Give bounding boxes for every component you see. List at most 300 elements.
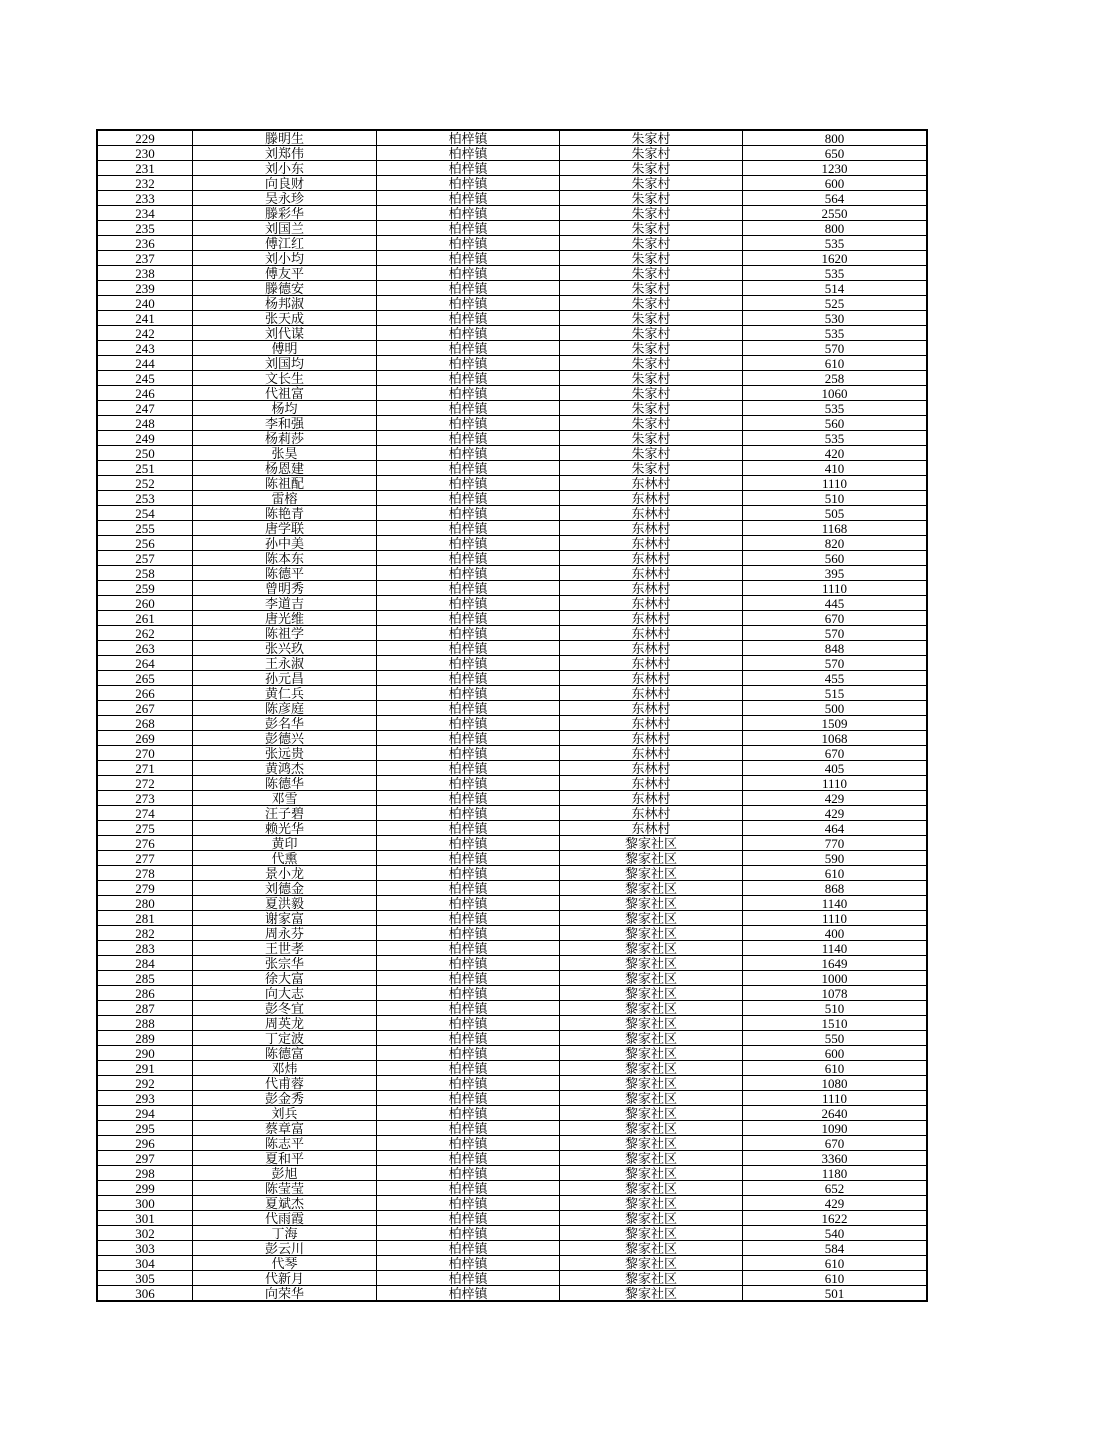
town-cell: 柏梓镇 — [377, 686, 560, 701]
village-cell: 东林村 — [560, 566, 743, 581]
village-cell: 朱家村 — [560, 191, 743, 206]
row-number-cell: 268 — [97, 716, 193, 731]
amount-cell: 610 — [743, 1271, 928, 1286]
row-number-cell: 286 — [97, 986, 193, 1001]
row-number-cell: 274 — [97, 806, 193, 821]
row-number-cell: 234 — [97, 206, 193, 221]
row-number-cell: 240 — [97, 296, 193, 311]
row-number-cell: 233 — [97, 191, 193, 206]
name-cell: 张宗华 — [193, 956, 377, 971]
row-number-cell: 242 — [97, 326, 193, 341]
name-cell: 张天成 — [193, 311, 377, 326]
name-cell: 陈莹莹 — [193, 1181, 377, 1196]
name-cell: 彭旭 — [193, 1166, 377, 1181]
amount-cell: 670 — [743, 746, 928, 761]
town-cell: 柏梓镇 — [377, 791, 560, 806]
row-number-cell: 243 — [97, 341, 193, 356]
amount-cell: 1622 — [743, 1211, 928, 1226]
name-cell: 吴永珍 — [193, 191, 377, 206]
village-cell: 东林村 — [560, 626, 743, 641]
table-row — [97, 191, 927, 206]
town-cell: 柏梓镇 — [377, 626, 560, 641]
town-cell: 柏梓镇 — [377, 1106, 560, 1121]
amount-cell: 610 — [743, 866, 928, 881]
row-number-cell: 241 — [97, 311, 193, 326]
town-cell: 柏梓镇 — [377, 461, 560, 476]
town-cell: 柏梓镇 — [377, 536, 560, 551]
table-row — [97, 1241, 927, 1256]
name-cell: 向良财 — [193, 176, 377, 191]
row-number-cell: 257 — [97, 551, 193, 566]
row-number-cell: 295 — [97, 1121, 193, 1136]
amount-cell: 848 — [743, 641, 928, 656]
row-number-cell: 285 — [97, 971, 193, 986]
town-cell: 柏梓镇 — [377, 776, 560, 791]
row-number-cell: 300 — [97, 1196, 193, 1211]
village-cell: 东林村 — [560, 686, 743, 701]
village-cell: 黎家社区 — [560, 1001, 743, 1016]
table-row — [97, 881, 927, 896]
amount-cell: 1080 — [743, 1076, 928, 1091]
table-row — [97, 866, 927, 881]
name-cell: 陈德富 — [193, 1046, 377, 1061]
name-cell: 徐大富 — [193, 971, 377, 986]
village-cell: 朱家村 — [560, 356, 743, 371]
row-number-cell: 235 — [97, 221, 193, 236]
village-cell: 东林村 — [560, 731, 743, 746]
village-cell: 朱家村 — [560, 130, 743, 146]
amount-cell: 1110 — [743, 911, 928, 926]
table-row — [97, 1271, 927, 1286]
town-cell: 柏梓镇 — [377, 206, 560, 221]
town-cell: 柏梓镇 — [377, 191, 560, 206]
table-row — [97, 386, 927, 401]
table-row — [97, 1106, 927, 1121]
name-cell: 雷榕 — [193, 491, 377, 506]
name-cell: 滕彩华 — [193, 206, 377, 221]
amount-cell: 429 — [743, 806, 928, 821]
row-number-cell: 294 — [97, 1106, 193, 1121]
town-cell: 柏梓镇 — [377, 1061, 560, 1076]
amount-cell: 600 — [743, 176, 928, 191]
village-cell: 黎家社区 — [560, 1016, 743, 1031]
table-row — [97, 326, 927, 341]
name-cell: 傅明 — [193, 341, 377, 356]
village-cell: 朱家村 — [560, 431, 743, 446]
amount-cell: 1068 — [743, 731, 928, 746]
amount-cell: 868 — [743, 881, 928, 896]
table-row — [97, 401, 927, 416]
town-cell: 柏梓镇 — [377, 656, 560, 671]
name-cell: 张昊 — [193, 446, 377, 461]
table-row — [97, 551, 927, 566]
amount-cell: 1110 — [743, 581, 928, 596]
amount-cell: 610 — [743, 356, 928, 371]
table-row — [97, 701, 927, 716]
amount-cell: 540 — [743, 1226, 928, 1241]
amount-cell: 670 — [743, 1136, 928, 1151]
row-number-cell: 283 — [97, 941, 193, 956]
name-cell: 丁定波 — [193, 1031, 377, 1046]
town-cell: 柏梓镇 — [377, 836, 560, 851]
town-cell: 柏梓镇 — [377, 761, 560, 776]
town-cell: 柏梓镇 — [377, 1286, 560, 1302]
row-number-cell: 248 — [97, 416, 193, 431]
amount-cell: 1649 — [743, 956, 928, 971]
village-cell: 东林村 — [560, 776, 743, 791]
name-cell: 彭名华 — [193, 716, 377, 731]
name-cell: 滕明生 — [193, 130, 377, 146]
town-cell: 柏梓镇 — [377, 746, 560, 761]
table-row — [97, 686, 927, 701]
row-number-cell: 291 — [97, 1061, 193, 1076]
table-row — [97, 461, 927, 476]
amount-cell: 535 — [743, 236, 928, 251]
table-row — [97, 596, 927, 611]
town-cell: 柏梓镇 — [377, 296, 560, 311]
amount-cell: 500 — [743, 701, 928, 716]
village-cell: 黎家社区 — [560, 881, 743, 896]
amount-cell: 395 — [743, 566, 928, 581]
row-number-cell: 254 — [97, 506, 193, 521]
town-cell: 柏梓镇 — [377, 1031, 560, 1046]
table-row — [97, 1001, 927, 1016]
row-number-cell: 253 — [97, 491, 193, 506]
village-cell: 黎家社区 — [560, 851, 743, 866]
amount-cell: 505 — [743, 506, 928, 521]
village-cell: 朱家村 — [560, 251, 743, 266]
row-number-cell: 293 — [97, 1091, 193, 1106]
row-number-cell: 288 — [97, 1016, 193, 1031]
town-cell: 柏梓镇 — [377, 1271, 560, 1286]
village-cell: 朱家村 — [560, 296, 743, 311]
table-row — [97, 926, 927, 941]
amount-cell: 570 — [743, 626, 928, 641]
table-row — [97, 836, 927, 851]
name-cell: 彭冬宜 — [193, 1001, 377, 1016]
name-cell: 滕德安 — [193, 281, 377, 296]
table-row — [97, 1136, 927, 1151]
town-cell: 柏梓镇 — [377, 221, 560, 236]
town-cell: 柏梓镇 — [377, 866, 560, 881]
table-row — [97, 986, 927, 1001]
name-cell: 彭德兴 — [193, 731, 377, 746]
village-cell: 东林村 — [560, 596, 743, 611]
name-cell: 杨均 — [193, 401, 377, 416]
amount-cell: 535 — [743, 266, 928, 281]
village-cell: 黎家社区 — [560, 926, 743, 941]
name-cell: 傅江红 — [193, 236, 377, 251]
name-cell: 黄仁兵 — [193, 686, 377, 701]
table-row — [97, 956, 927, 971]
row-number-cell: 279 — [97, 881, 193, 896]
table-row — [97, 161, 927, 176]
name-cell: 黄印 — [193, 836, 377, 851]
town-cell: 柏梓镇 — [377, 1136, 560, 1151]
village-cell: 黎家社区 — [560, 1271, 743, 1286]
amount-cell: 670 — [743, 611, 928, 626]
amount-cell: 501 — [743, 1286, 928, 1302]
table-row — [97, 1031, 927, 1046]
town-cell: 柏梓镇 — [377, 1211, 560, 1226]
amount-cell: 1090 — [743, 1121, 928, 1136]
village-cell: 黎家社区 — [560, 1076, 743, 1091]
amount-cell: 1110 — [743, 776, 928, 791]
village-cell: 东林村 — [560, 476, 743, 491]
village-cell: 东林村 — [560, 641, 743, 656]
village-cell: 东林村 — [560, 716, 743, 731]
town-cell: 柏梓镇 — [377, 506, 560, 521]
town-cell: 柏梓镇 — [377, 416, 560, 431]
village-cell: 朱家村 — [560, 326, 743, 341]
amount-cell: 610 — [743, 1256, 928, 1271]
row-number-cell: 255 — [97, 521, 193, 536]
village-cell: 朱家村 — [560, 146, 743, 161]
village-cell: 黎家社区 — [560, 941, 743, 956]
village-cell: 朱家村 — [560, 281, 743, 296]
row-number-cell: 237 — [97, 251, 193, 266]
amount-cell: 600 — [743, 1046, 928, 1061]
village-cell: 黎家社区 — [560, 1046, 743, 1061]
name-cell: 陈志平 — [193, 1136, 377, 1151]
amount-cell: 420 — [743, 446, 928, 461]
village-cell: 黎家社区 — [560, 1226, 743, 1241]
name-cell: 王永淑 — [193, 656, 377, 671]
row-number-cell: 278 — [97, 866, 193, 881]
town-cell: 柏梓镇 — [377, 1001, 560, 1016]
town-cell: 柏梓镇 — [377, 701, 560, 716]
table-row — [97, 611, 927, 626]
amount-cell: 1078 — [743, 986, 928, 1001]
name-cell: 刘德金 — [193, 881, 377, 896]
village-cell: 东林村 — [560, 521, 743, 536]
village-cell: 黎家社区 — [560, 1211, 743, 1226]
table-row — [97, 536, 927, 551]
town-cell: 柏梓镇 — [377, 130, 560, 146]
town-cell: 柏梓镇 — [377, 971, 560, 986]
village-cell: 东林村 — [560, 656, 743, 671]
table-row — [97, 971, 927, 986]
amount-cell: 590 — [743, 851, 928, 866]
amount-cell: 2640 — [743, 1106, 928, 1121]
village-cell: 黎家社区 — [560, 956, 743, 971]
amount-cell: 1620 — [743, 251, 928, 266]
town-cell: 柏梓镇 — [377, 341, 560, 356]
table-row — [97, 356, 927, 371]
name-cell: 代祖富 — [193, 386, 377, 401]
town-cell: 柏梓镇 — [377, 671, 560, 686]
town-cell: 柏梓镇 — [377, 371, 560, 386]
village-cell: 黎家社区 — [560, 986, 743, 1001]
name-cell: 陈德华 — [193, 776, 377, 791]
row-number-cell: 297 — [97, 1151, 193, 1166]
amount-cell: 820 — [743, 536, 928, 551]
row-number-cell: 232 — [97, 176, 193, 191]
town-cell: 柏梓镇 — [377, 896, 560, 911]
table-row — [97, 431, 927, 446]
name-cell: 孙元昌 — [193, 671, 377, 686]
row-number-cell: 284 — [97, 956, 193, 971]
name-cell: 邓炜 — [193, 1061, 377, 1076]
village-cell: 黎家社区 — [560, 1256, 743, 1271]
table-row — [97, 1181, 927, 1196]
table-row — [97, 851, 927, 866]
town-cell: 柏梓镇 — [377, 641, 560, 656]
name-cell: 代熏 — [193, 851, 377, 866]
data-table — [96, 129, 928, 1302]
town-cell: 柏梓镇 — [377, 266, 560, 281]
village-cell: 黎家社区 — [560, 1151, 743, 1166]
amount-cell: 1509 — [743, 716, 928, 731]
name-cell: 刘郑伟 — [193, 146, 377, 161]
name-cell: 代新月 — [193, 1271, 377, 1286]
name-cell: 陈彦庭 — [193, 701, 377, 716]
name-cell: 刘小均 — [193, 251, 377, 266]
table-row — [97, 911, 927, 926]
amount-cell: 800 — [743, 130, 928, 146]
table-row — [97, 806, 927, 821]
name-cell: 赖光华 — [193, 821, 377, 836]
row-number-cell: 262 — [97, 626, 193, 641]
name-cell: 张兴玖 — [193, 641, 377, 656]
table-row — [97, 416, 927, 431]
name-cell: 夏斌杰 — [193, 1196, 377, 1211]
name-cell: 代甫蓉 — [193, 1076, 377, 1091]
row-number-cell: 290 — [97, 1046, 193, 1061]
table-row — [97, 1151, 927, 1166]
town-cell: 柏梓镇 — [377, 716, 560, 731]
table-row — [97, 1166, 927, 1181]
row-number-cell: 245 — [97, 371, 193, 386]
name-cell: 丁海 — [193, 1226, 377, 1241]
name-cell: 景小龙 — [193, 866, 377, 881]
name-cell: 曾明秀 — [193, 581, 377, 596]
table-row — [97, 821, 927, 836]
village-cell: 黎家社区 — [560, 1181, 743, 1196]
name-cell: 谢家富 — [193, 911, 377, 926]
village-cell: 黎家社区 — [560, 836, 743, 851]
row-number-cell: 261 — [97, 611, 193, 626]
village-cell: 朱家村 — [560, 446, 743, 461]
name-cell: 文长生 — [193, 371, 377, 386]
amount-cell: 1110 — [743, 476, 928, 491]
row-number-cell: 236 — [97, 236, 193, 251]
table-row — [97, 896, 927, 911]
town-cell: 柏梓镇 — [377, 941, 560, 956]
name-cell: 黄鸿杰 — [193, 761, 377, 776]
table-row — [97, 221, 927, 236]
town-cell: 柏梓镇 — [377, 986, 560, 1001]
table-row — [97, 761, 927, 776]
name-cell: 向大志 — [193, 986, 377, 1001]
row-number-cell: 239 — [97, 281, 193, 296]
row-number-cell: 264 — [97, 656, 193, 671]
town-cell: 柏梓镇 — [377, 356, 560, 371]
village-cell: 黎家社区 — [560, 1286, 743, 1302]
village-cell: 东林村 — [560, 581, 743, 596]
village-cell: 朱家村 — [560, 266, 743, 281]
amount-cell: 650 — [743, 146, 928, 161]
table-row — [97, 1211, 927, 1226]
amount-cell: 560 — [743, 551, 928, 566]
amount-cell: 429 — [743, 1196, 928, 1211]
village-cell: 朱家村 — [560, 416, 743, 431]
village-cell: 黎家社区 — [560, 866, 743, 881]
table-row — [97, 371, 927, 386]
row-number-cell: 269 — [97, 731, 193, 746]
name-cell: 代雨霞 — [193, 1211, 377, 1226]
village-cell: 东林村 — [560, 506, 743, 521]
amount-cell: 455 — [743, 671, 928, 686]
table-row — [97, 311, 927, 326]
table-row — [97, 671, 927, 686]
row-number-cell: 304 — [97, 1256, 193, 1271]
town-cell: 柏梓镇 — [377, 596, 560, 611]
table-row — [97, 566, 927, 581]
village-cell: 东林村 — [560, 551, 743, 566]
name-cell: 唐学联 — [193, 521, 377, 536]
village-cell: 朱家村 — [560, 176, 743, 191]
name-cell: 杨恩建 — [193, 461, 377, 476]
amount-cell: 535 — [743, 326, 928, 341]
row-number-cell: 296 — [97, 1136, 193, 1151]
table-row — [97, 296, 927, 311]
row-number-cell: 238 — [97, 266, 193, 281]
amount-cell: 550 — [743, 1031, 928, 1046]
name-cell: 陈德平 — [193, 566, 377, 581]
town-cell: 柏梓镇 — [377, 326, 560, 341]
row-number-cell: 251 — [97, 461, 193, 476]
amount-cell: 429 — [743, 791, 928, 806]
table-row — [97, 146, 927, 161]
table-row — [97, 626, 927, 641]
village-cell: 朱家村 — [560, 461, 743, 476]
village-cell: 黎家社区 — [560, 1166, 743, 1181]
village-cell: 黎家社区 — [560, 1136, 743, 1151]
town-cell: 柏梓镇 — [377, 236, 560, 251]
village-cell: 黎家社区 — [560, 1196, 743, 1211]
village-cell: 黎家社区 — [560, 1106, 743, 1121]
town-cell: 柏梓镇 — [377, 176, 560, 191]
table-row — [97, 746, 927, 761]
town-cell: 柏梓镇 — [377, 491, 560, 506]
village-cell: 东林村 — [560, 701, 743, 716]
row-number-cell: 267 — [97, 701, 193, 716]
amount-cell: 510 — [743, 491, 928, 506]
amount-cell: 570 — [743, 656, 928, 671]
amount-cell: 1000 — [743, 971, 928, 986]
town-cell: 柏梓镇 — [377, 956, 560, 971]
table-row — [97, 506, 927, 521]
amount-cell: 464 — [743, 821, 928, 836]
name-cell: 陈艳青 — [193, 506, 377, 521]
row-number-cell: 292 — [97, 1076, 193, 1091]
amount-cell: 405 — [743, 761, 928, 776]
village-cell: 黎家社区 — [560, 971, 743, 986]
amount-cell: 400 — [743, 926, 928, 941]
table-row — [97, 1091, 927, 1106]
table-row — [97, 281, 927, 296]
row-number-cell: 259 — [97, 581, 193, 596]
table-row — [97, 206, 927, 221]
amount-cell: 535 — [743, 431, 928, 446]
town-cell: 柏梓镇 — [377, 1046, 560, 1061]
village-cell: 东林村 — [560, 761, 743, 776]
name-cell: 傅友平 — [193, 266, 377, 281]
row-number-cell: 282 — [97, 926, 193, 941]
amount-cell: 510 — [743, 1001, 928, 1016]
name-cell: 李和强 — [193, 416, 377, 431]
